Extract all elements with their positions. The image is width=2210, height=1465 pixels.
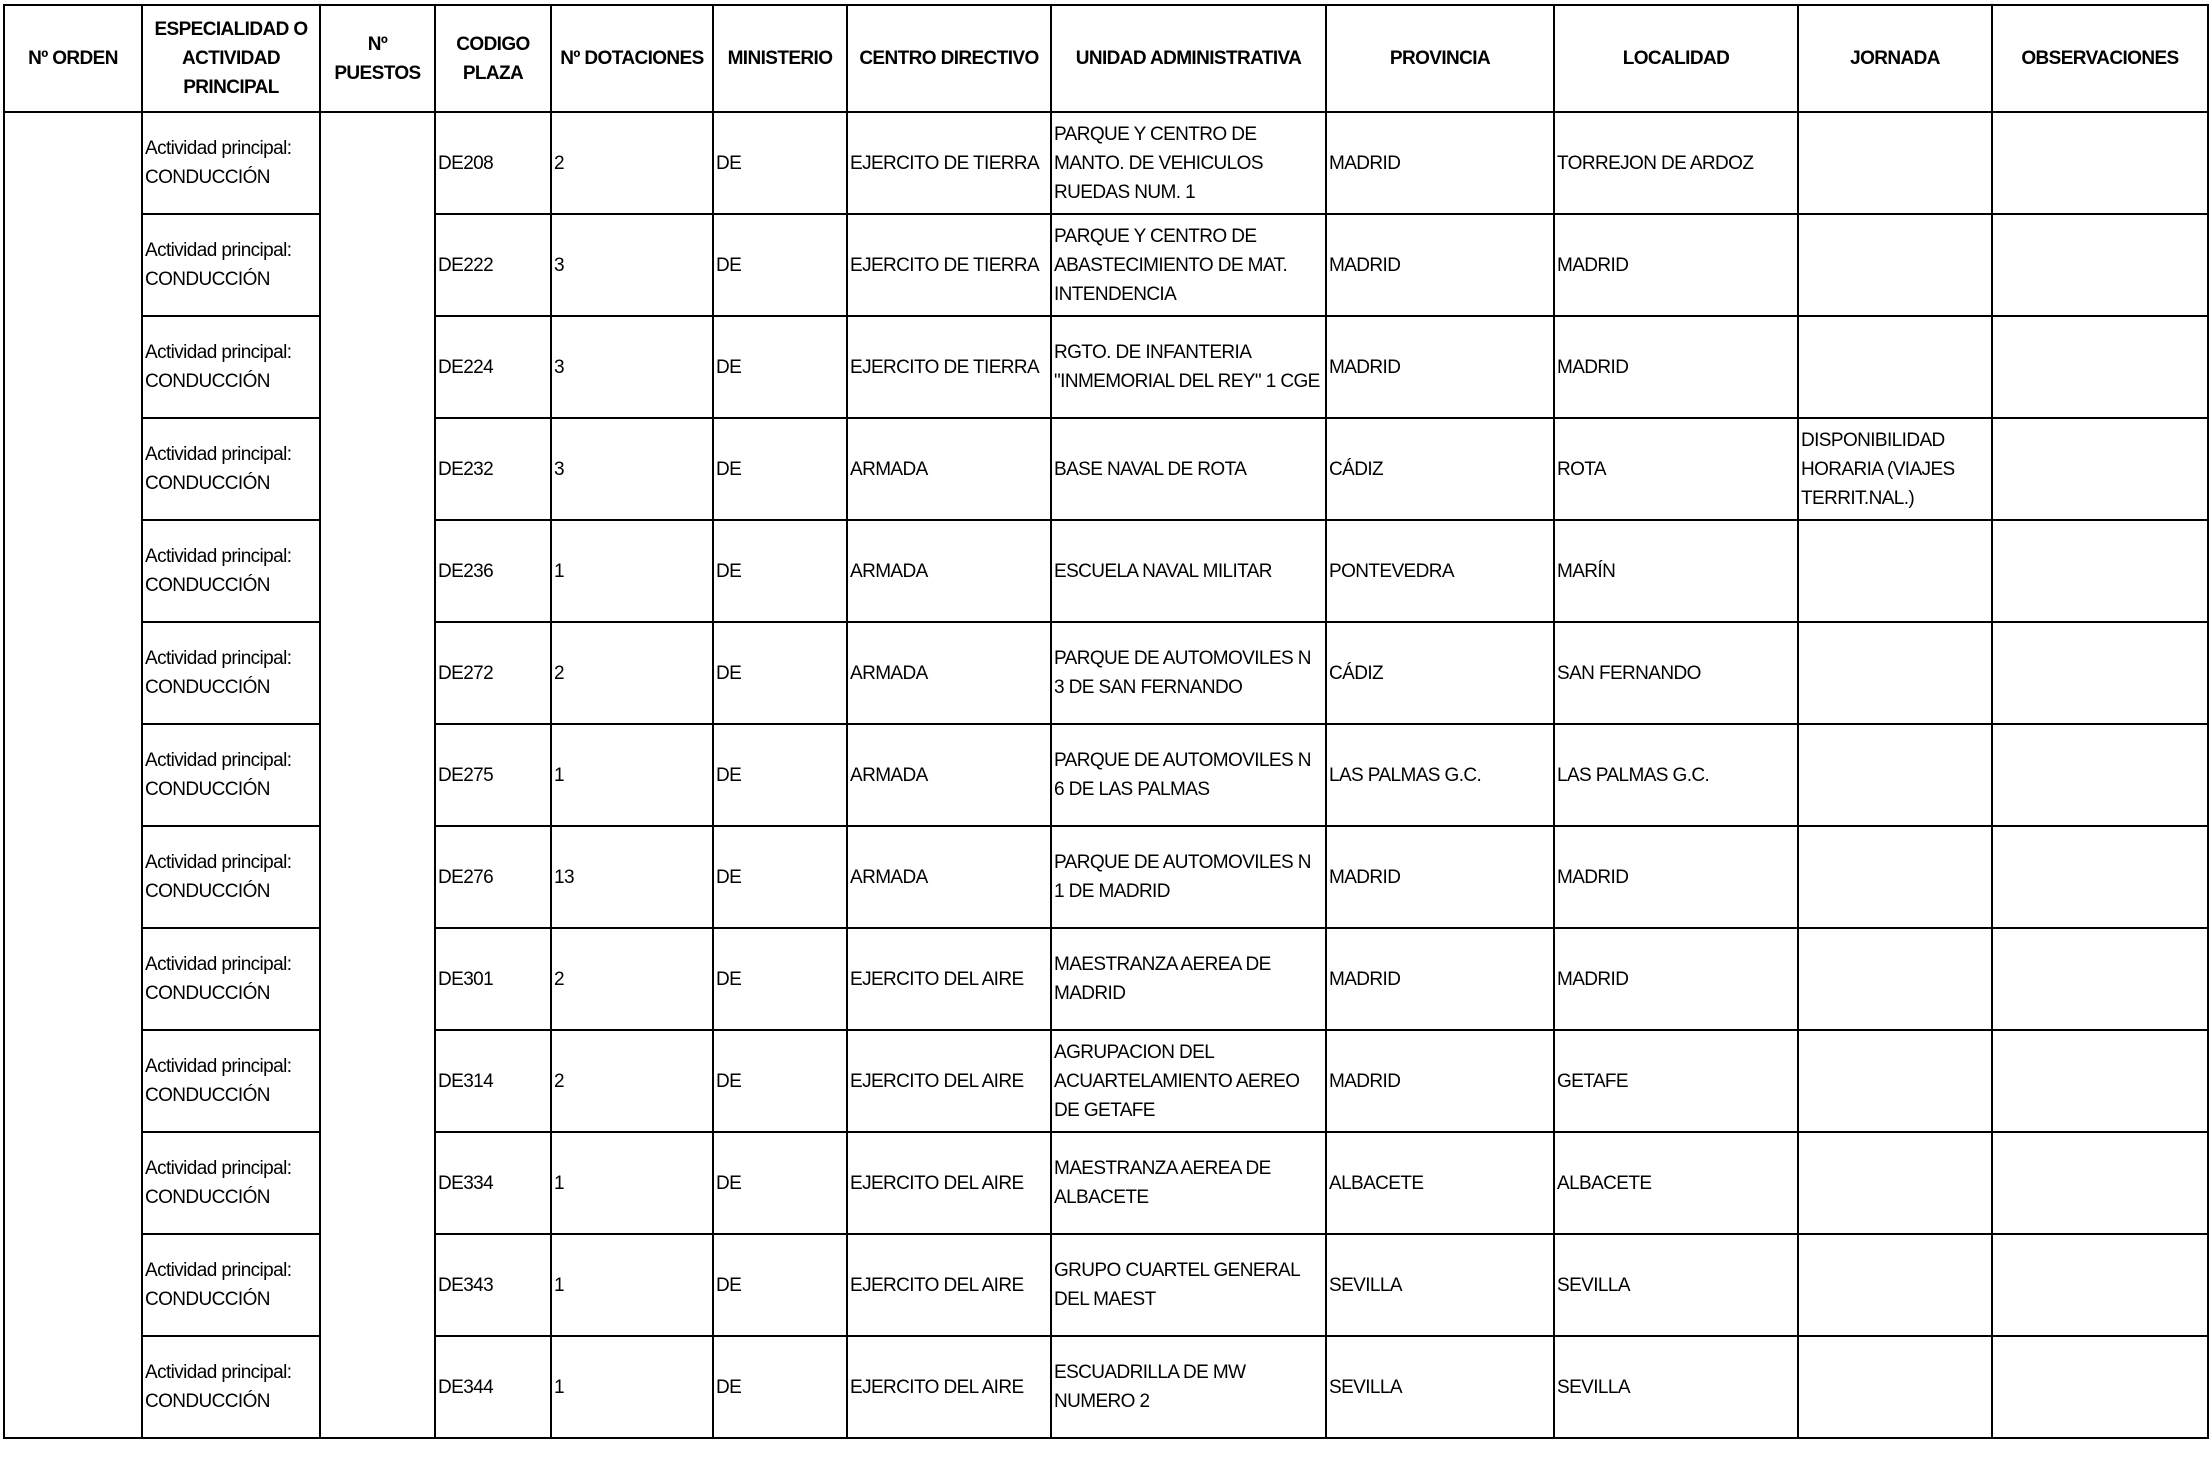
header-puestos: Nº PUESTOS [320, 5, 435, 112]
cell-codigo: DE232 [435, 418, 551, 520]
table-row [4, 1030, 2208, 1132]
activity-value: CONDUCCIÓN [145, 1187, 270, 1208]
activity-label: Actividad principal: [145, 648, 292, 669]
cell-dotaciones: 3 [551, 316, 713, 418]
cell-unidad: ESCUELA NAVAL MILITAR [1051, 520, 1326, 622]
table-row [4, 316, 2208, 418]
cell-codigo: DE272 [435, 622, 551, 724]
activity-label: Actividad principal: [145, 1158, 292, 1179]
cell-jornada: DISPONIBILIDAD HORARIA (VIAJES TERRIT.NAL.) [1798, 418, 1992, 520]
cell-ministerio: DE [713, 214, 847, 316]
cell-provincia: CÁDIZ [1326, 622, 1554, 724]
cell-localidad: SEVILLA [1554, 1234, 1798, 1336]
cell-dotaciones: 2 [551, 928, 713, 1030]
cell-dotaciones: 1 [551, 1234, 713, 1336]
cell-orden [4, 520, 142, 622]
cell-puestos [320, 1234, 435, 1336]
cell-observaciones [1992, 1234, 2208, 1336]
cell-dotaciones: 3 [551, 214, 713, 316]
cell-provincia: MADRID [1326, 214, 1554, 316]
cell-provincia: MADRID [1326, 1030, 1554, 1132]
cell-orden [4, 1336, 142, 1438]
cell-localidad: GETAFE [1554, 1030, 1798, 1132]
table-row [4, 1132, 2208, 1234]
cell-especialidad [142, 1132, 320, 1234]
header-orden: Nº ORDEN [4, 5, 142, 112]
cell-jornada [1798, 1234, 1992, 1336]
plazas-table [3, 4, 2209, 1439]
cell-localidad: SEVILLA [1554, 1336, 1798, 1438]
cell-codigo: DE208 [435, 112, 551, 214]
activity-label: Actividad principal: [145, 342, 292, 363]
cell-ministerio: DE [713, 622, 847, 724]
activity-label: Actividad principal: [145, 444, 292, 465]
cell-codigo: DE236 [435, 520, 551, 622]
cell-orden [4, 316, 142, 418]
cell-jornada [1798, 724, 1992, 826]
cell-puestos [320, 622, 435, 724]
cell-centro: ARMADA [847, 520, 1051, 622]
cell-ministerio: DE [713, 418, 847, 520]
cell-especialidad [142, 1234, 320, 1336]
cell-centro: EJERCITO DEL AIRE [847, 928, 1051, 1030]
activity-label: Actividad principal: [145, 954, 292, 975]
activity-value: CONDUCCIÓN [145, 371, 270, 392]
header-dotaciones: Nº DOTACIONES [551, 5, 713, 112]
cell-dotaciones: 1 [551, 1336, 713, 1438]
cell-provincia: MADRID [1326, 112, 1554, 214]
cell-puestos [320, 1030, 435, 1132]
cell-puestos [320, 928, 435, 1030]
header-ministerio: MINISTERIO [713, 5, 847, 112]
cell-ministerio: DE [713, 724, 847, 826]
cell-observaciones [1992, 520, 2208, 622]
cell-observaciones [1992, 724, 2208, 826]
cell-jornada [1798, 520, 1992, 622]
cell-provincia: MADRID [1326, 928, 1554, 1030]
activity-value: CONDUCCIÓN [145, 677, 270, 698]
cell-jornada [1798, 826, 1992, 928]
cell-localidad: MADRID [1554, 316, 1798, 418]
table-row [4, 928, 2208, 1030]
activity-value: CONDUCCIÓN [145, 167, 270, 188]
cell-localidad: SAN FERNANDO [1554, 622, 1798, 724]
activity-value: CONDUCCIÓN [145, 1085, 270, 1106]
cell-localidad: MARÍN [1554, 520, 1798, 622]
cell-especialidad [142, 1030, 320, 1132]
cell-dotaciones: 2 [551, 1030, 713, 1132]
cell-puestos [320, 316, 435, 418]
table-row [4, 214, 2208, 316]
cell-jornada [1798, 928, 1992, 1030]
cell-localidad: MADRID [1554, 928, 1798, 1030]
cell-orden [4, 1234, 142, 1336]
cell-ministerio: DE [713, 520, 847, 622]
cell-jornada [1798, 622, 1992, 724]
header-observaciones: OBSERVACIONES [1992, 5, 2208, 112]
cell-provincia: MADRID [1326, 826, 1554, 928]
cell-codigo: DE334 [435, 1132, 551, 1234]
cell-unidad: PARQUE DE AUTOMOVILES N 3 DE SAN FERNANDO [1051, 622, 1326, 724]
cell-orden [4, 1030, 142, 1132]
cell-observaciones [1992, 1336, 2208, 1438]
cell-provincia: PONTEVEDRA [1326, 520, 1554, 622]
cell-provincia: ALBACETE [1326, 1132, 1554, 1234]
cell-dotaciones: 13 [551, 826, 713, 928]
cell-especialidad [142, 418, 320, 520]
cell-localidad: TORREJON DE ARDOZ [1554, 112, 1798, 214]
cell-unidad: PARQUE Y CENTRO DE ABASTECIMIENTO DE MAT. INTENDENCIA [1051, 214, 1326, 316]
cell-unidad: GRUPO CUARTEL GENERAL DEL MAEST [1051, 1234, 1326, 1336]
cell-puestos [320, 826, 435, 928]
activity-label: Actividad principal: [145, 1056, 292, 1077]
cell-provincia: CÁDIZ [1326, 418, 1554, 520]
cell-puestos [320, 724, 435, 826]
cell-localidad: LAS PALMAS G.C. [1554, 724, 1798, 826]
cell-ministerio: DE [713, 928, 847, 1030]
cell-unidad: MAESTRANZA AEREA DE MADRID [1051, 928, 1326, 1030]
activity-value: CONDUCCIÓN [145, 983, 270, 1004]
cell-unidad: ESCUADRILLA DE MW NUMERO 2 [1051, 1336, 1326, 1438]
cell-ministerio: DE [713, 1132, 847, 1234]
header-localidad: LOCALIDAD [1554, 5, 1798, 112]
cell-dotaciones: 2 [551, 622, 713, 724]
cell-ministerio: DE [713, 112, 847, 214]
cell-centro: ARMADA [847, 724, 1051, 826]
activity-label: Actividad principal: [145, 138, 292, 159]
cell-orden [4, 214, 142, 316]
cell-ministerio: DE [713, 1030, 847, 1132]
cell-codigo: DE275 [435, 724, 551, 826]
cell-orden [4, 622, 142, 724]
cell-unidad: MAESTRANZA AEREA DE ALBACETE [1051, 1132, 1326, 1234]
cell-localidad: ALBACETE [1554, 1132, 1798, 1234]
activity-label: Actividad principal: [145, 750, 292, 771]
activity-label: Actividad principal: [145, 546, 292, 567]
header-provincia: PROVINCIA [1326, 5, 1554, 112]
cell-jornada [1798, 316, 1992, 418]
cell-orden [4, 826, 142, 928]
table-row [4, 112, 2208, 214]
cell-orden [4, 724, 142, 826]
cell-centro: ARMADA [847, 418, 1051, 520]
cell-dotaciones: 1 [551, 520, 713, 622]
activity-value: CONDUCCIÓN [145, 779, 270, 800]
cell-observaciones [1992, 418, 2208, 520]
cell-especialidad [142, 520, 320, 622]
cell-codigo: DE343 [435, 1234, 551, 1336]
cell-codigo: DE314 [435, 1030, 551, 1132]
cell-observaciones [1992, 826, 2208, 928]
cell-codigo: DE224 [435, 316, 551, 418]
cell-codigo: DE222 [435, 214, 551, 316]
cell-centro: EJERCITO DE TIERRA [847, 112, 1051, 214]
cell-codigo: DE276 [435, 826, 551, 928]
cell-provincia: LAS PALMAS G.C. [1326, 724, 1554, 826]
cell-puestos [320, 214, 435, 316]
cell-centro: EJERCITO DEL AIRE [847, 1030, 1051, 1132]
cell-localidad: MADRID [1554, 826, 1798, 928]
cell-especialidad [142, 928, 320, 1030]
cell-especialidad [142, 316, 320, 418]
cell-puestos [320, 1336, 435, 1438]
cell-centro: EJERCITO DE TIERRA [847, 214, 1051, 316]
activity-value: CONDUCCIÓN [145, 473, 270, 494]
cell-orden [4, 112, 142, 214]
cell-especialidad [142, 724, 320, 826]
table-row [4, 1234, 2208, 1336]
cell-provincia: SEVILLA [1326, 1234, 1554, 1336]
cell-unidad: RGTO. DE INFANTERIA "INMEMORIAL DEL REY" 1 CGE [1051, 316, 1326, 418]
cell-centro: ARMADA [847, 622, 1051, 724]
header-row [4, 5, 2208, 112]
cell-observaciones [1992, 1030, 2208, 1132]
activity-value: CONDUCCIÓN [145, 269, 270, 290]
cell-unidad: PARQUE DE AUTOMOVILES N 1 DE MADRID [1051, 826, 1326, 928]
table-row [4, 418, 2208, 520]
cell-provincia: SEVILLA [1326, 1336, 1554, 1438]
cell-observaciones [1992, 928, 2208, 1030]
cell-puestos [320, 418, 435, 520]
cell-centro: EJERCITO DEL AIRE [847, 1336, 1051, 1438]
cell-dotaciones: 1 [551, 1132, 713, 1234]
cell-observaciones [1992, 214, 2208, 316]
cell-ministerio: DE [713, 316, 847, 418]
cell-observaciones [1992, 316, 2208, 418]
cell-provincia: MADRID [1326, 316, 1554, 418]
cell-especialidad [142, 1336, 320, 1438]
cell-dotaciones: 2 [551, 112, 713, 214]
header-jornada: JORNADA [1798, 5, 1992, 112]
cell-jornada [1798, 112, 1992, 214]
cell-centro: EJERCITO DEL AIRE [847, 1234, 1051, 1336]
cell-codigo: DE344 [435, 1336, 551, 1438]
cell-puestos [320, 520, 435, 622]
cell-ministerio: DE [713, 1336, 847, 1438]
cell-observaciones [1992, 1132, 2208, 1234]
activity-value: CONDUCCIÓN [145, 575, 270, 596]
table-row [4, 724, 2208, 826]
cell-puestos [320, 1132, 435, 1234]
cell-especialidad [142, 112, 320, 214]
activity-value: CONDUCCIÓN [145, 1391, 270, 1412]
cell-codigo: DE301 [435, 928, 551, 1030]
cell-jornada [1798, 214, 1992, 316]
cell-localidad: MADRID [1554, 214, 1798, 316]
cell-dotaciones: 3 [551, 418, 713, 520]
cell-unidad: PARQUE Y CENTRO DE MANTO. DE VEHICULOS RUEDAS NUM. 1 [1051, 112, 1326, 214]
cell-especialidad [142, 214, 320, 316]
cell-jornada [1798, 1030, 1992, 1132]
cell-orden [4, 418, 142, 520]
activity-label: Actividad principal: [145, 1362, 292, 1383]
cell-centro: EJERCITO DE TIERRA [847, 316, 1051, 418]
header-unidad: UNIDAD ADMINISTRATIVA [1051, 5, 1326, 112]
cell-unidad: PARQUE DE AUTOMOVILES N 6 DE LAS PALMAS [1051, 724, 1326, 826]
cell-observaciones [1992, 112, 2208, 214]
cell-orden [4, 928, 142, 1030]
table-row [4, 1336, 2208, 1438]
cell-unidad: BASE NAVAL DE ROTA [1051, 418, 1326, 520]
cell-orden [4, 1132, 142, 1234]
cell-jornada [1798, 1336, 1992, 1438]
cell-centro: EJERCITO DEL AIRE [847, 1132, 1051, 1234]
header-especialidad: ESPECIALIDAD O ACTIVIDAD PRINCIPAL [142, 5, 320, 112]
header-centro: CENTRO DIRECTIVO [847, 5, 1051, 112]
cell-jornada [1798, 1132, 1992, 1234]
activity-label: Actividad principal: [145, 1260, 292, 1281]
cell-centro: ARMADA [847, 826, 1051, 928]
cell-unidad: AGRUPACION DEL ACUARTELAMIENTO AEREO DE GETAFE [1051, 1030, 1326, 1132]
activity-value: CONDUCCIÓN [145, 881, 270, 902]
activity-label: Actividad principal: [145, 240, 292, 261]
cell-especialidad [142, 622, 320, 724]
cell-puestos [320, 112, 435, 214]
cell-observaciones [1992, 622, 2208, 724]
header-codigo: CODIGO PLAZA [435, 5, 551, 112]
table-row [4, 622, 2208, 724]
cell-dotaciones: 1 [551, 724, 713, 826]
cell-localidad: ROTA [1554, 418, 1798, 520]
table-row [4, 520, 2208, 622]
cell-ministerio: DE [713, 1234, 847, 1336]
cell-especialidad [142, 826, 320, 928]
activity-label: Actividad principal: [145, 852, 292, 873]
cell-ministerio: DE [713, 826, 847, 928]
table-row [4, 826, 2208, 928]
activity-value: CONDUCCIÓN [145, 1289, 270, 1310]
